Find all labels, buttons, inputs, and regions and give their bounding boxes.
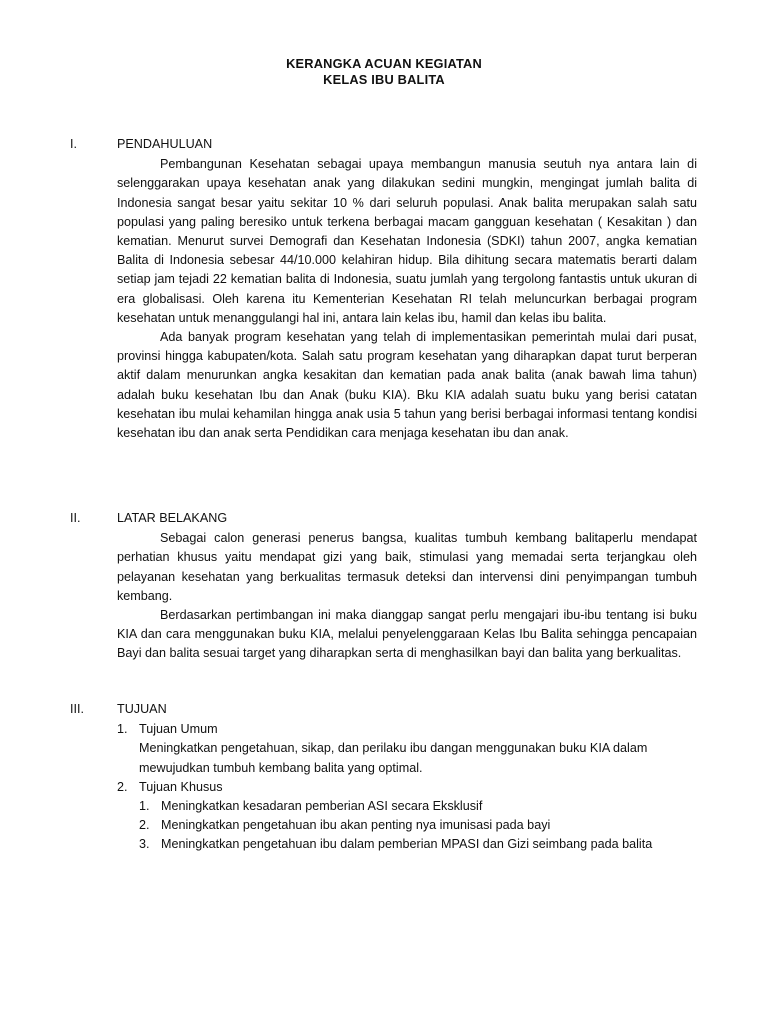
list-number: 2. bbox=[139, 818, 150, 833]
section-number: III. bbox=[70, 702, 84, 716]
paragraph: Pembangunan Kesehatan sebagai upaya membangun manusia seutuh nya antara lain di selenggarakan upaya kesehatan anak yang dilakukan sedini mungkin, mengingat jumlah balita di Indonesia sangat besar yaitu sekitar 10 % dari seluruh populasi. Anak balita merupakan salah satu populasi yang paling beresiko untuk terkena berbagai macam gangguan kesehatan ( Kesakitan ) dan kematian. Menurut survei Demografi dan Kesehatan Indonesia (SDKI) tahun 2007, angka kematian Balita di Indonesia sebesar 44/10.000 kelahiran hidup. Bila dihitung secara matematis berarti dalam setiap jam tejadi 22 kematian balita di Indonesia, suatu jumlah yang tergolong fantastis untuk ukuran di era globalisasi. Oleh karena itu Kementerian Kesehatan RI telah meluncurkan berbagai program kesehatan untuk menanggulangi hal ini, antara lain kelas ibu, hamil dan kelas ibu balita. bbox=[117, 157, 697, 325]
paragraph: Sebagai calon generasi penerus bangsa, kualitas tumbuh kembang balitaperlu mendapat perhatian khusus yaitu mendapat gizi yang baik, stimulasi yang memadai serta terjangkau oleh pelayanan kesehatan yang berkualitas termasuk deteksi dan intervensi dini penyimpangan tumbuh kembang. bbox=[117, 531, 697, 603]
section-tujuan bbox=[70, 700, 698, 855]
list-number: 2. bbox=[117, 779, 128, 794]
list-title: Tujuan Khusus bbox=[139, 779, 223, 794]
list-text: Meningkatkan kesadaran pemberian ASI secara Eksklusif bbox=[161, 799, 483, 814]
section-pendahuluan bbox=[70, 135, 698, 443]
paragraph: Berdasarkan pertimbangan ini maka dianggap sangat perlu mengajari ibu-ibu tentang isi buku KIA dan cara menggunakan buku KIA, melalui penyelenggaraan Kelas Ibu Balita sehingga pencapaian Bayi dan balita sesuai target yang diharapkan serta di menghasilkan bayi dan balita yang berkualitas. bbox=[117, 608, 697, 661]
paragraph: Ada banyak program kesehatan yang telah di implementasikan pemerintah mulai dari pusat, provinsi hingga kabupaten/kota. Salah satu program kesehatan yang diharapkan dapat turut berperan aktif dalam menurunkan angka kesakitan dan kematian pada anak balita (anak bawah lima tahun) adalah buku kesehatan Ibu dan Anak (buku KIA). Bku KIA adalah suatu buku yang berisi catatan kesehatan ibu mulai kehamilan hingga anak usia 5 tahun yang berisi berbagai informasi tentang kondisi kesehatan ibu dan anak serta Pendidikan cara menjaga kesehatan ibu dan anak. bbox=[117, 330, 697, 441]
list-number: 3. bbox=[139, 837, 150, 852]
list-number: 1. bbox=[139, 799, 150, 814]
list-text: Meningkatkan pengetahuan ibu dalam pemberian MPASI dan Gizi seimbang pada balita bbox=[161, 837, 653, 852]
section-title: PENDAHULUAN bbox=[117, 137, 213, 151]
list-text: Meningkatkan pengetahuan ibu akan penting nya imunisasi pada bayi bbox=[161, 818, 551, 833]
list-item bbox=[139, 835, 697, 854]
document-title bbox=[0, 56, 768, 87]
list-item bbox=[139, 797, 697, 816]
section-heading bbox=[70, 700, 698, 719]
section-heading bbox=[70, 135, 698, 154]
title-line-1: KERANGKA ACUAN KEGIATAN bbox=[286, 56, 482, 71]
list-item-tujuan-umum bbox=[117, 720, 697, 739]
title-line-2: KELAS IBU BALITA bbox=[323, 71, 445, 87]
section-title: LATAR BELAKANG bbox=[117, 511, 228, 525]
list-number: 1. bbox=[117, 722, 128, 737]
section-number: I. bbox=[70, 137, 77, 151]
section-number: II. bbox=[70, 511, 81, 525]
section-heading bbox=[70, 509, 698, 528]
list-item-tujuan-khusus bbox=[117, 778, 697, 797]
section-latar-belakang bbox=[70, 509, 698, 664]
section-title: TUJUAN bbox=[117, 702, 167, 716]
list-title: Tujuan Umum bbox=[139, 722, 218, 737]
paragraph: Meningkatkan pengetahuan, sikap, dan perilaku ibu dangan menggunakan buku KIA dalam mewujudkan tumbuh kembang balita yang optimal. bbox=[139, 741, 648, 775]
list-item bbox=[139, 816, 697, 835]
